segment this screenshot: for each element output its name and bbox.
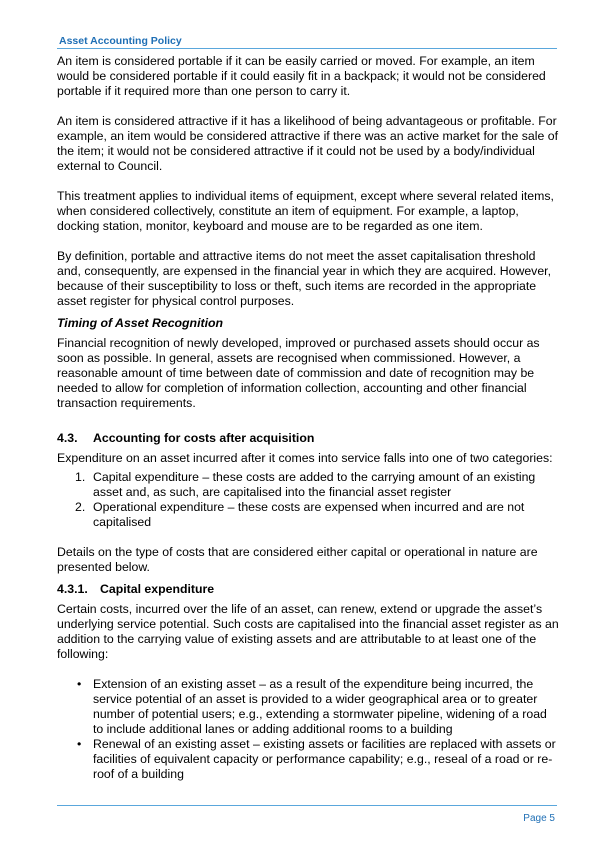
paragraph-definition: By definition, portable and attractive items do not meet the asset capitalisation threshold and, consequently, are expensed in the financial year in which they are acquired. However, because of their susceptibility to loss or theft, such items are recorded in the appropriate asset register for physical control purposes. [57,249,551,308]
timing-body: Financial recognition of newly developed, improved or purchased assets should occur as soon as possible. In general, assets are recognised when commissioned. However, a reasonable amount of time between date of commission and date of recognition may be needed to allow for completion of information collection, accounting and other financial transaction requirements. [57,336,540,410]
section-4-3-1-heading [57,582,559,597]
subsection-title: Capital expenditure [100,582,215,596]
footer-divider [57,805,557,806]
page-content [57,54,559,797]
list-item [57,737,559,782]
bullet-icon: • [77,677,82,691]
paragraph-attractive: An item is considered attractive if it has a likelihood of being advantageous or profitable. For example, an item would be considered attractive if there was an active market for the sale of the item; it would not be considered attractive if it could not be used by a body/individual external to Council. [57,114,559,173]
list-number: 1. [75,470,86,484]
timing-heading: Timing of Asset Recognition [57,316,224,330]
document-header-title: Asset Accounting Policy [59,35,182,47]
capital-expenditure-list [57,677,559,782]
list-item [57,677,559,737]
list-item [57,500,559,530]
paragraph-portable: An item is considered portable if it can be easily carried or moved. For example, an item would be considered portable if it could easily fit in a backpack; it would not be considered portable if it required more than one person to carry it. [57,54,546,98]
page-number: Page 5 [523,813,555,824]
bullet-icon: • [77,737,82,751]
section-4-3-intro: Expenditure on an asset incurred after it comes into service falls into one of two categories: [57,451,553,465]
section-4-3-heading [57,431,559,446]
section-4-3-1-intro: Certain costs, incurred over the life of an asset, can renew, extend or upgrade the asset’s underlying service potential. Such costs are capitalised into the financial asset register as an addition to the carrying value of existing assets and are attributable to at least one of the following: [57,602,559,661]
expenditure-category-list [57,470,559,530]
section-number: 4.3. [57,431,78,445]
section-title: Accounting for costs after acquisition [93,431,315,445]
list-item-text: Capital expenditure – these costs are added to the carrying amount of an existing asset and, as such, are capitalised into the financial asset register [93,470,536,499]
list-item [57,470,559,500]
list-item-text: Extension of an existing asset – as a result of the expenditure being incurred, the service potential of an asset is provided to a wider geographical area or to greater number of potential users; e.g., extending a stormwater pipeline, widening of a road to include additional lanes or adding additional rooms to a building [93,677,547,736]
list-item-text: Renewal of an existing asset – existing assets or facilities are replaced with assets or facilities of equivalent capacity or performance capability; e.g., reseal of a road or re-roof of a building [93,737,556,781]
list-item-text: Operational expenditure – these costs are expensed when incurred and are not capitalised [93,500,525,529]
subsection-number: 4.3.1. [57,582,88,596]
header-divider [57,48,557,49]
section-4-3-details: Details on the type of costs that are considered either capital or operational in nature are presented below. [57,545,538,574]
list-number: 2. [75,500,86,514]
paragraph-treatment: This treatment applies to individual items of equipment, except where several related items, when considered collectively, constitute an item of equipment. For example, a laptop, docking station, monitor, keyboard and mouse are to be regarded as one item. [57,189,554,233]
